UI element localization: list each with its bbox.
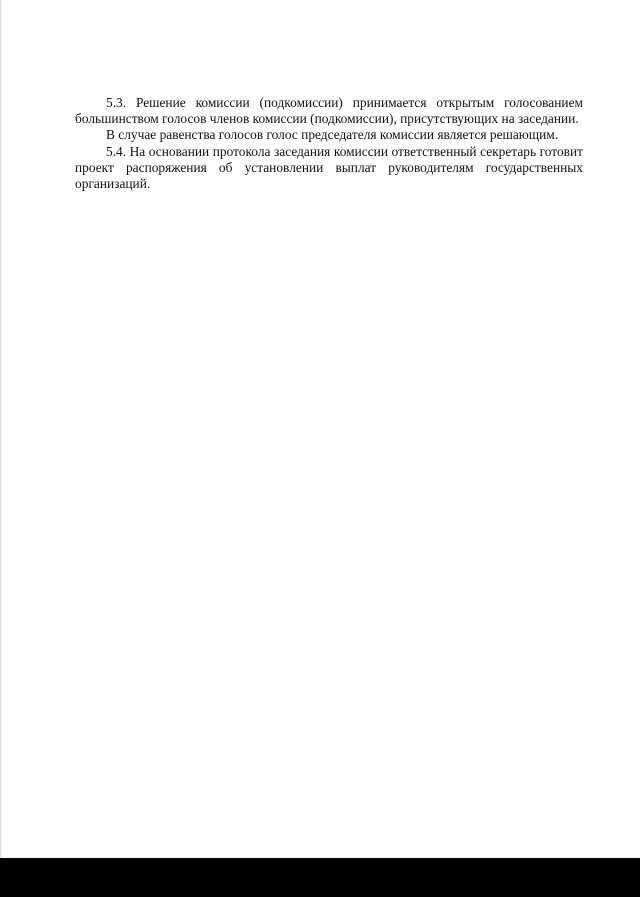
scan-bottom-border	[0, 858, 640, 897]
scan-edge-shadow	[0, 0, 2, 858]
paragraph-5-4: 5.4. На основании протокола заседания комиссии ответственный секретарь готовит проект распоряжения об установлении выплат руководителям государственных организаций.	[75, 143, 583, 192]
paragraph-5-3: 5.3. Решение комиссии (подкомиссии) принимается открытым голосованием большинством голосов членов комиссии (подкомиссии), присутствующих на заседании.	[75, 95, 583, 127]
document-body	[75, 95, 583, 192]
paragraph-tie-vote: В случае равенства голосов голос председателя комиссии является решающим.	[106, 127, 559, 143]
